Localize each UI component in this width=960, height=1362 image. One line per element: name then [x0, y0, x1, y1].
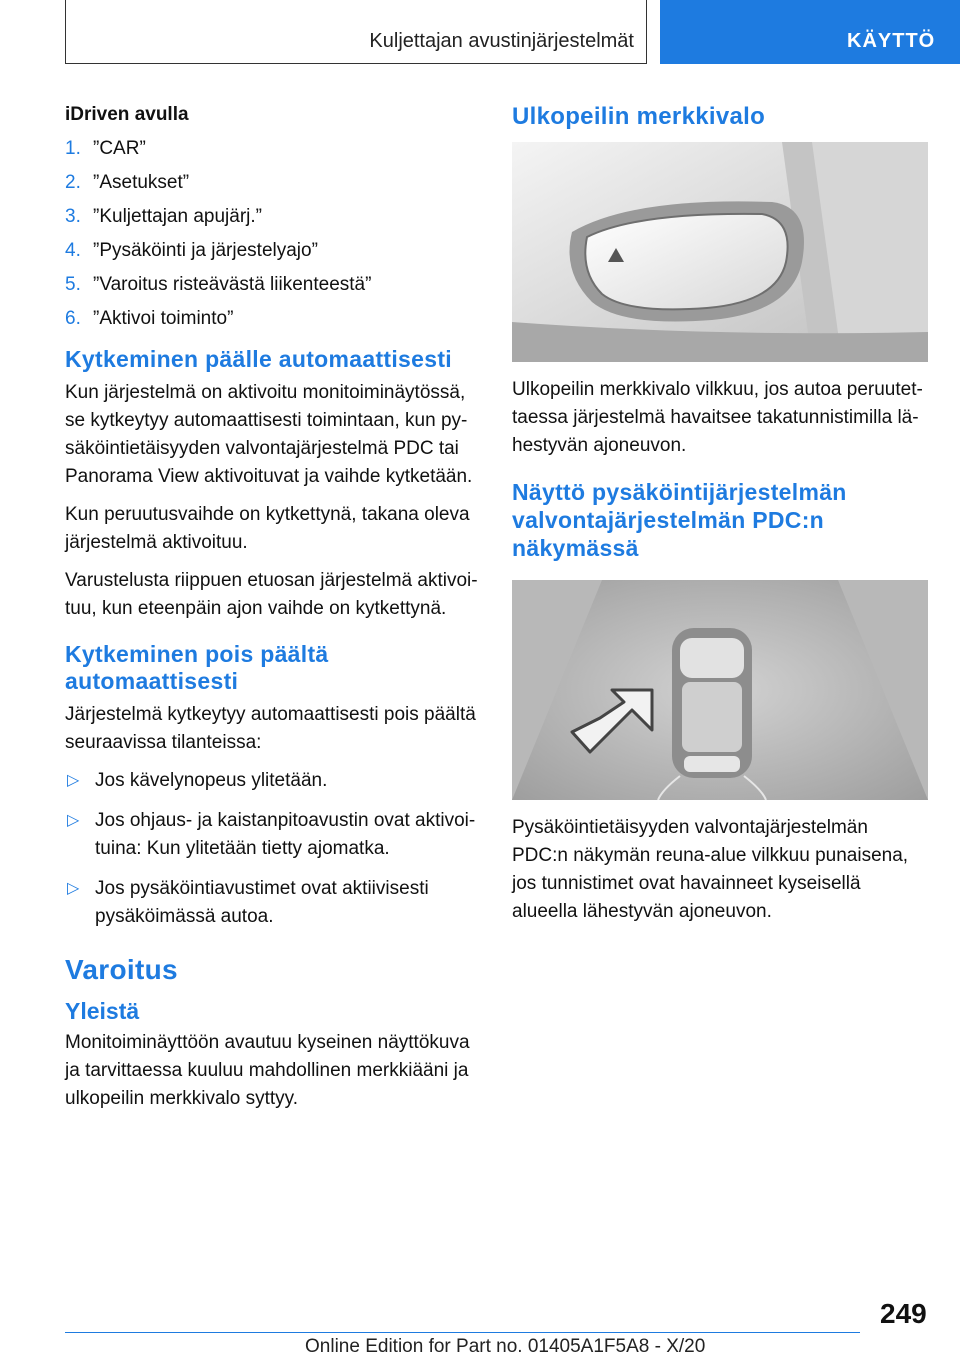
- right-column: [512, 100, 928, 936]
- paragraph: Ulkopeilin merkkivalo vilkkuu, jos autoa peruutettaessa järjestelmä havaitsee takatunnistimilla lähestyvän ajoneuvon.: [512, 379, 923, 456]
- list-item: [65, 875, 480, 931]
- step-number: 3.: [65, 206, 81, 227]
- heading-switch-on: Kytkeminen päälle automaattisesti: [65, 346, 452, 372]
- heading-pdc-display: Näyttö pysäköintijärjestelmän valvontajärjestelmän PDC:n näkymässä: [512, 479, 847, 561]
- step-text: ”CAR”: [93, 138, 146, 159]
- pdc-view-image: [512, 580, 928, 800]
- footer-divider: [65, 1332, 860, 1333]
- paragraph: Monitoiminäyttöön avautuu kyseinen näyttökuva ja tarvittaessa kuuluu mahdollinen merkkiääni ja ulkopeilin merkkivalo syttyy.: [65, 1032, 470, 1109]
- step-text: ”Aktivoi toiminto”: [93, 308, 234, 329]
- step-text: ”Asetukset”: [93, 172, 190, 193]
- paragraph: Varustelusta riippuen etuosan järjestelmä aktivoituu, kun eteenpäin ajon vaihde on kytkettynä.: [65, 570, 478, 619]
- step-text: ”Pysäköinti ja järjestelyajo”: [93, 240, 318, 261]
- list-item: [65, 132, 480, 166]
- header-section-title: Kuljettajan avustinjärjestelmät: [369, 30, 634, 52]
- triangle-bullet-icon: ▷: [67, 772, 80, 789]
- list-item: [65, 302, 480, 336]
- page-number: 249: [880, 1298, 927, 1329]
- triangle-bullet-icon: ▷: [67, 880, 80, 897]
- bullet-text: Jos pysäköintiavustimet ovat aktiivisesti pysäköimässä autoa.: [95, 878, 429, 927]
- heading-warning: Varoitus: [65, 954, 178, 985]
- triangle-bullet-icon: ▷: [67, 812, 80, 829]
- heading-mirror-indicator: Ulkopeilin merkkivalo: [512, 103, 766, 130]
- step-number: 5.: [65, 274, 81, 295]
- list-item: [65, 268, 480, 302]
- mirror-indicator-image: [512, 142, 928, 362]
- step-number: 2.: [65, 172, 81, 193]
- step-text: ”Kuljettajan apujärj.”: [93, 206, 262, 227]
- paragraph: Kun järjestelmä on aktivoitu monitoiminäytössä, se kytkeytyy automaattisesti toimintaan, kun pysäköintietäisyyden valvontajärjestelmä PDC tai Panorama View aktivoituvat ja vaihde kytketään.: [65, 382, 473, 487]
- bullet-text: Jos kävelynopeus ylitetään.: [95, 770, 328, 791]
- step-number: 4.: [65, 240, 81, 261]
- conditions-list: [65, 767, 480, 931]
- paragraph: Järjestelmä kytkeytyy automaattisesti pois päältä seuraavissa tilanteissa:: [65, 704, 476, 753]
- header-section-box: [65, 0, 647, 64]
- list-item: [65, 234, 480, 268]
- heading-general: Yleistä: [65, 998, 140, 1024]
- step-number: 1.: [65, 138, 81, 159]
- heading-switch-off: Kytkeminen pois päältä automaattisesti: [65, 641, 329, 694]
- step-text: ”Varoitus risteävästä liikenteestä”: [93, 274, 372, 295]
- header-chapter-tab[interactable]: KÄYTTÖ: [660, 0, 960, 64]
- list-item: [65, 767, 480, 795]
- list-item: [65, 807, 480, 863]
- paragraph: Kun peruutusvaihde on kytkettynä, takana oleva järjestelmä aktivoituu.: [65, 504, 470, 553]
- step-number: 6.: [65, 308, 81, 329]
- bullet-text: Jos ohjaus- ja kaistanpitoavustin ovat aktivoituina: Kun ylitetään tietty ajomatka.: [95, 810, 476, 859]
- list-item: [65, 200, 480, 234]
- idrive-subhead: iDriven avulla: [65, 104, 189, 125]
- left-column: [65, 100, 480, 1123]
- list-item: [65, 166, 480, 200]
- steps-list: [65, 132, 480, 336]
- footer-edition-text: Online Edition for Part no. 01405A1F5A8 - X/20: [305, 1336, 706, 1357]
- paragraph: Pysäköintietäisyyden valvontajärjestelmän PDC:n näkymän reuna-alue vilkkuu punaisena, jos tunnistimet ovat havainneet kyseisellä alueella lähestyvän ajoneuvon.: [512, 817, 909, 922]
